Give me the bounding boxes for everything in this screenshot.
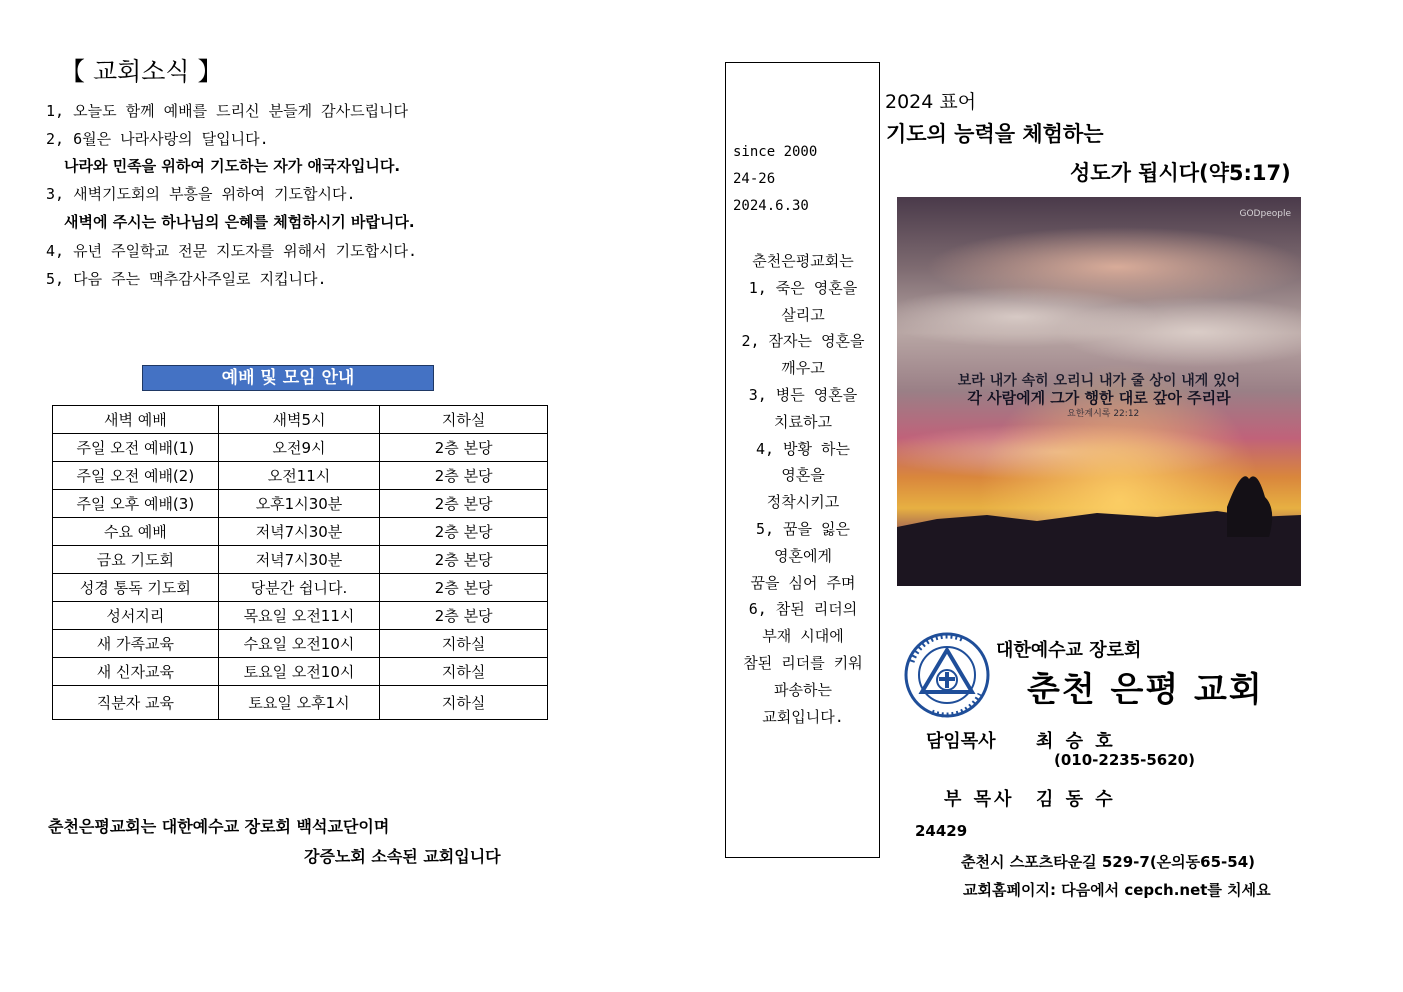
service-name: 성경 통독 기도회	[53, 574, 219, 602]
affiliation-line-2: 강증노회 소속된 교회입니다	[304, 847, 501, 866]
motto-line-2: 성도가 됩시다(약5:17)	[1070, 161, 1291, 185]
church-name: 춘천 은평 교회	[1027, 670, 1264, 710]
mission-line: 살리고	[781, 305, 825, 324]
service-name: 새벽 예배	[53, 406, 219, 434]
service-place: 지하실	[380, 686, 548, 720]
news-item: 새벽에 주시는 하나님의 은혜를 체험하시기 바랍니다.	[64, 213, 415, 231]
table-row	[53, 434, 548, 462]
mission-line: 1, 죽은 영혼을	[748, 278, 858, 297]
church-address: 춘천시 스포츠타운길 529-7(온의동65-54)	[961, 853, 1255, 871]
photo-brand: GODpeople	[1239, 209, 1291, 219]
service-schedule-table	[52, 405, 548, 720]
news-item: 5, 다음 주는 맥추감사주일로 지킵니다.	[46, 270, 327, 288]
service-name: 수요 예배	[53, 518, 219, 546]
news-item: 1, 오늘도 함께 예배를 드리신 분들게 감사드립니다	[46, 102, 409, 120]
sunset-photo	[897, 197, 1301, 586]
mission-line: 4, 방황 하는	[755, 439, 851, 458]
mission-line: 5, 꿈을 잃은	[755, 519, 851, 538]
service-time: 오후1시30분	[218, 490, 380, 518]
mission-line: 춘천은평교회는	[752, 252, 854, 270]
photo-verse-reference: 요한계시록 22:12	[1067, 409, 1140, 419]
affiliation-line-1: 춘천은평교회는 대한예수교 장로회 백석교단이며	[48, 817, 390, 836]
service-time: 저녁7시30분	[218, 546, 380, 574]
service-time: 수요일 오전10시	[218, 630, 380, 658]
service-place: 2층 본당	[380, 434, 548, 462]
senior-pastor-name: 최 승 호	[1036, 731, 1116, 752]
service-name: 새 신자교육	[53, 658, 219, 686]
mission-line: 3, 병든 영혼을	[748, 385, 858, 404]
mission-line: 정착시키고	[766, 493, 840, 512]
service-place: 지하실	[380, 630, 548, 658]
service-place: 2층 본당	[380, 518, 548, 546]
postal-code: 24429	[915, 822, 968, 840]
service-place: 2층 본당	[380, 546, 548, 574]
service-time: 오전11시	[218, 462, 380, 490]
table-row	[53, 406, 548, 434]
service-time: 새벽5시	[218, 406, 380, 434]
news-item: 4, 유년 주일학교 전문 지도자를 위해서 기도합시다.	[46, 242, 418, 260]
homepage-info: 교회홈페이지: 다음에서 cepch.net를 치세요	[963, 881, 1271, 899]
news-item: 2, 6월은 나라사랑의 달입니다.	[46, 130, 269, 148]
mission-line: 꿈을 심어 주며	[750, 573, 856, 592]
service-time: 오전9시	[218, 434, 380, 462]
service-time: 당분간 쉽니다.	[218, 574, 380, 602]
table-row	[53, 490, 548, 518]
mission-line: 치료하고	[774, 412, 832, 431]
mission-statement	[726, 248, 880, 730]
service-place: 2층 본당	[380, 574, 548, 602]
news-item: 나라와 민족을 위하여 기도하는 자가 애국자입니다.	[64, 157, 401, 175]
service-time: 토요일 오전10시	[218, 658, 380, 686]
service-name: 주일 오전 예배(2)	[53, 462, 219, 490]
mission-line: 깨우고	[781, 359, 825, 378]
table-row	[53, 518, 548, 546]
table-row	[53, 658, 548, 686]
pastor-phone: (010-2235-5620)	[1054, 751, 1195, 769]
service-time: 토요일 오후1시	[218, 686, 380, 720]
service-place: 2층 본당	[380, 490, 548, 518]
service-name: 주일 오후 예배(3)	[53, 490, 219, 518]
mission-line: 영혼에게	[774, 546, 832, 565]
photo-verse-line-2: 각 사람에게 그가 행한 대로 갚아 주리라	[967, 389, 1231, 407]
service-schedule-header: 예배 및 모임 안내	[142, 365, 434, 391]
news-item: 3, 새벽기도회의 부흥을 위하여 기도합시다.	[46, 185, 356, 203]
motto-line-1: 기도의 능력을 체험하는	[886, 122, 1104, 146]
mission-line: 부재 시대에	[762, 627, 844, 646]
table-row	[53, 546, 548, 574]
photo-verse-line-1: 보라 내가 속히 오리니 내가 줄 상이 내게 있어	[957, 373, 1241, 389]
table-row	[53, 630, 548, 658]
service-name: 직분자 교육	[53, 686, 219, 720]
service-name: 금요 기도회	[53, 546, 219, 574]
mission-line: 6, 참된 리더의	[748, 600, 858, 619]
service-name: 새 가족교육	[53, 630, 219, 658]
mission-line: 2, 잠자는 영혼을	[741, 332, 865, 351]
church-seal-icon	[904, 632, 990, 718]
table-row	[53, 686, 548, 720]
service-name: 주일 오전 예배(1)	[53, 434, 219, 462]
associate-pastor-name: 김 동 수	[1036, 789, 1116, 810]
service-time: 목요일 오전11시	[218, 602, 380, 630]
service-place: 2층 본당	[380, 602, 548, 630]
issue-date: 2024.6.30	[733, 198, 809, 214]
news-title: 【 교회소식 】	[60, 57, 223, 86]
issue-number: 24-26	[733, 171, 776, 187]
table-row	[53, 574, 548, 602]
mission-line: 영혼을	[781, 466, 825, 485]
service-place: 2층 본당	[380, 462, 548, 490]
mission-line: 교회입니다.	[762, 707, 844, 726]
mission-line: 파송하는	[774, 680, 832, 699]
senior-pastor-title: 담임목사	[926, 731, 996, 752]
service-time: 저녁7시30분	[218, 518, 380, 546]
mission-line: 참된 리더를 키워	[743, 653, 863, 672]
service-place: 지하실	[380, 658, 548, 686]
denomination-name: 대한예수교 장로회	[996, 640, 1142, 661]
since-text: since 2000	[733, 144, 818, 160]
service-place: 지하실	[380, 406, 548, 434]
table-row	[53, 602, 548, 630]
motto-label: 2024 표어	[885, 91, 977, 113]
service-name: 성서지리	[53, 602, 219, 630]
table-row	[53, 462, 548, 490]
associate-pastor-title: 부 목사	[944, 789, 1015, 810]
